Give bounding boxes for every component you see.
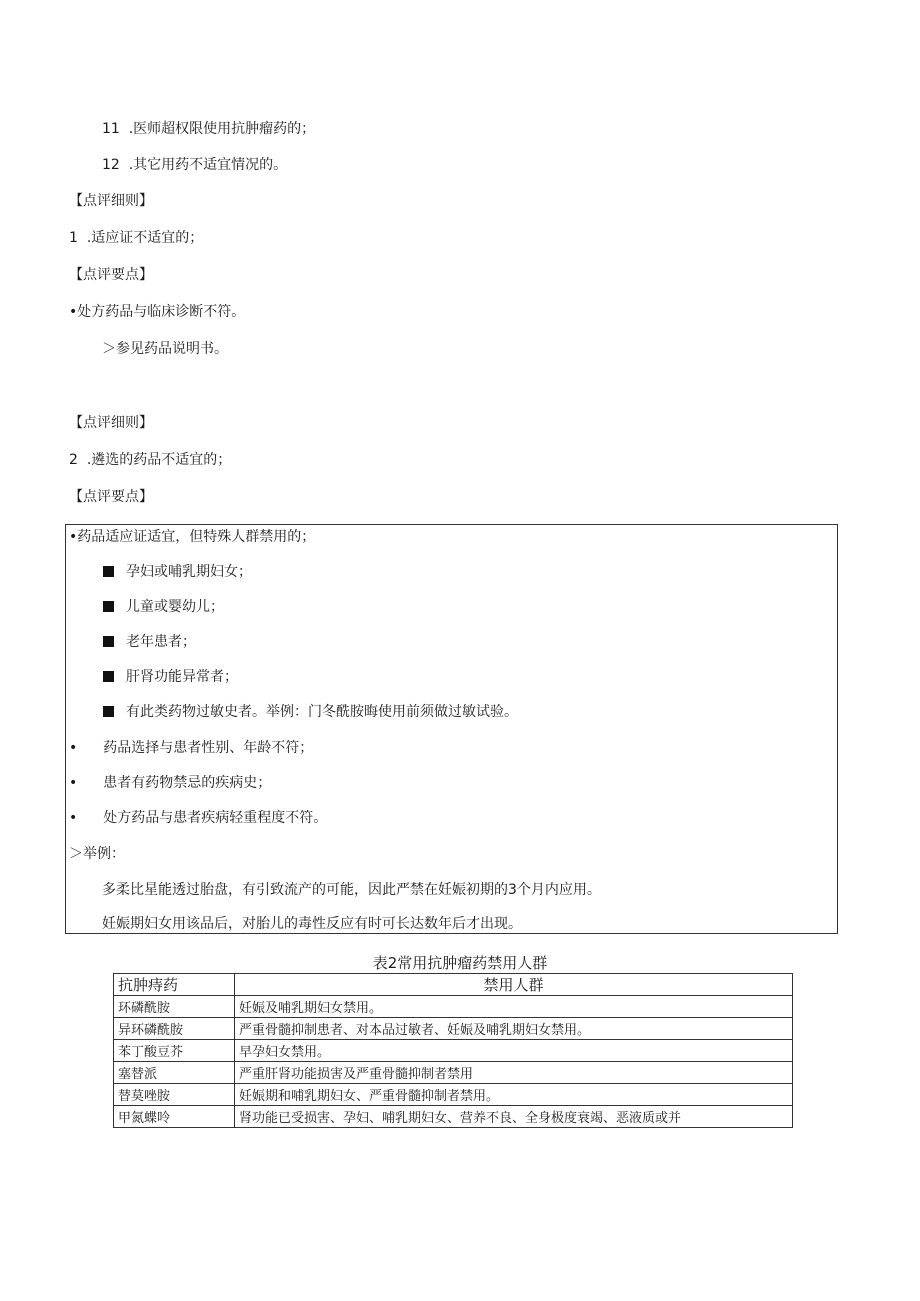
population-cell: 严重骨髓抑制患者、对本品过敏者、妊娠及哺乳期妇女禁用。 [235,1018,793,1040]
table-row [114,1106,793,1128]
column-header: 禁用人群 [235,974,793,996]
example-line: 多柔比星能透过胎盘，有引致流产的可能，因此严禁在妊娠初期的3个月内应用。 [102,882,601,898]
table-row [114,1084,793,1106]
table-header-row [114,974,793,996]
section1-bullet: •处方药品与临床诊断不符。 [69,304,246,320]
section1-heading: 【点评细则】 [69,193,153,209]
example-label: ＞举例： [69,846,125,862]
dot-bullet: • [69,740,78,756]
drug-cell: 异环磷酰胺 [114,1018,235,1040]
drug-cell: 替莫唑胺 [114,1084,235,1106]
square-item: 肝肾功能异常者； [103,668,238,686]
section1-sub: ＞参见药品说明书。 [102,341,228,357]
section2-points-heading: 【点评要点】 [69,489,153,505]
dot-item: • 患者有药物禁忌的疾病史； [69,775,272,791]
item-number: 11 [102,121,120,137]
table-caption: 表2常用抗肿瘤药禁用人群 [372,954,548,972]
square-bullet-icon [103,671,114,682]
dot-bullet: • [69,775,78,791]
population-cell: 肾功能已受损害、孕妇、哺乳期妇女、营养不良、全身极度衰竭、恶液质或并 [235,1106,793,1128]
dot-item: • 药品选择与患者性别、年龄不符； [69,740,314,756]
population-cell: 妊娠及哺乳期妇女禁用。 [235,996,793,1018]
square-bullet-icon [103,566,114,577]
section1-item [69,229,203,247]
item-12 [102,156,287,174]
item-text: .适应证不适宜的； [86,230,204,246]
item-text: .其它用药不适宜情况的。 [128,157,288,173]
box-first-bullet: •药品适应证适宜，但特殊人群禁用的； [69,529,316,545]
square-item: 孕妇或哺乳期妇女； [103,563,252,581]
square-item: 有此类药物过敏史者。举例：门冬酰胺晦使用前须做过敏试验。 [103,703,518,721]
table-row [114,1018,793,1040]
square-item: 老年患者； [103,633,196,651]
drug-cell: 苯丁酸豆芥 [114,1040,235,1062]
section2-item [69,451,231,469]
item-text: .医师超权限使用抗肿瘤药的； [128,121,316,137]
population-cell: 妊娠期和哺乳期妇女、严重骨髓抑制者禁用。 [235,1084,793,1106]
item-text: .遴选的药品不适宜的； [86,452,232,468]
review-points-box [65,524,838,934]
population-cell: 严重肝肾功能损害及严重骨髓抑制者禁用 [235,1062,793,1084]
drug-cell: 塞替派 [114,1062,235,1084]
dot-item: • 处方药品与患者疾病轻重程度不符。 [69,810,328,826]
column-header: 抗肿痔药 [114,974,235,996]
square-bullet-icon [103,601,114,612]
item-number: 12 [102,157,120,173]
item-11 [102,120,315,138]
item-number: 1 [69,230,78,246]
population-cell: 早孕妇女禁用。 [235,1040,793,1062]
square-bullet-icon [103,706,114,717]
table-row [114,1040,793,1062]
drug-cell: 环磷酰胺 [114,996,235,1018]
section2-heading: 【点评细则】 [69,415,153,431]
square-bullet-icon [103,636,114,647]
drug-cell: 甲氮蝶呤 [114,1106,235,1128]
item-number: 2 [69,452,78,468]
section1-points-heading: 【点评要点】 [69,267,153,283]
contraindication-table [113,973,793,1128]
square-item: 儿童或婴幼儿； [103,598,224,616]
dot-bullet: • [69,810,78,826]
example-line: 妊娠期妇女用该品后，对胎儿的毒性反应有时可长达数年后才出现。 [102,916,522,932]
table-row [114,1062,793,1084]
table-row [114,996,793,1018]
